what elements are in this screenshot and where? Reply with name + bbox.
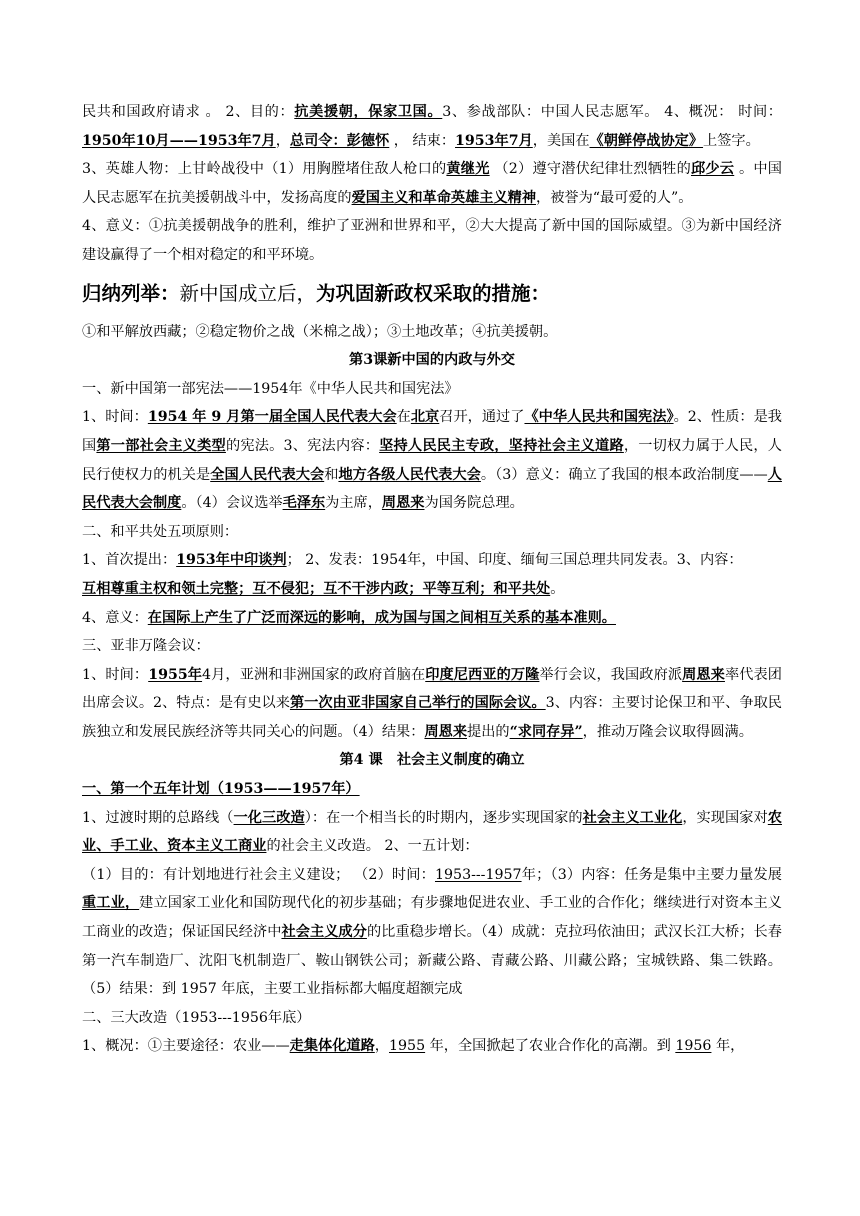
hero-qiu: 邱少云 [690,161,735,178]
war-period: 1950年10月——1953年7月 [82,132,276,149]
commander: 总司令：彭德怀 [289,132,390,149]
armistice-agreement: 《朝鲜停战协定》 [589,132,704,149]
document-page [82,98,782,1061]
lesson3-section2-meaning: 4、意义：在国际上产生了广泛而深远的影响，成为国与国之间相互关系的基本准则。 [82,609,616,626]
summary-items: ①和平解放西藏；②稳定物价之战（米棉之战）；③土地改革；④抗美援朝。 [82,323,558,340]
lesson4-plan: （1）目的：有计划地进行社会主义建设； （2）时间：1953---1957年；（3）内容：任务是集中主要力量发展重工业，建立国家工业化和国防现代化的初步基础；有步骤地促进农业、手工业的合作化；继续进行对资本主义工商业的改造；保证国民经济中社会主义成分的比重稳步增长。（4）成就：克拉玛依油田；武汉长江大桥；长春第一汽车制造厂、沈阳飞机制造厂、鞍山钢铁公司；新藏公路、青藏公路、川藏公路；宝城铁路、集二铁路。（5）结果：到 1957 年底，主要工业指标都大幅度超额完成 [82,866,782,998]
hero-huang: 黄继光 [446,161,490,178]
lesson4-section1-body: 1、过渡时期的总路线（一化三改造）：在一个相当长的时期内，逐步实现国家的社会主义工业化，实现国家对农业、手工业、资本主义工商业的社会主义改造。 2、一五计划： [82,809,782,855]
lesson4-title: 第4 课 社会主义制度的确立 [339,752,525,769]
lesson3-section2-title: 二、和平共处五项原则： [82,523,239,540]
lesson3-title: 第3课新中国的内政与外交 [349,352,515,369]
lesson3-section3-title: 三、亚非万隆会议： [82,638,210,655]
heroes-paragraph: 3、英雄人物：上甘岭战役中（1）用胸膛堵住敌人枪口的黄继光 （2）遵守潜伏纪律壮烈牺牲的邱少云 。中国人民志愿军在抗美援朝战斗中，发扬高度的爱国主义和革命英雄主义精神，被誉为“最可爱的人”。 [82,161,782,206]
lesson3-section3-body: 1、时间：1955年4月，亚洲和非洲国家的政府首脑在印度尼西亚的万隆举行会议，我国政府派周恩来率代表团出席会议。2、特点：是有史以来第一次由亚非国家自己举行的国际会议。3、内容：主要讨论保卫和平、争取民族独立和发展民族经济等共同关心的问题。（4）结果：周恩来提出的“求同存异”，推动万隆会议取得圆满。 [82,666,782,740]
korea-meaning: 4、意义：①抗美援朝战争的胜利，维护了亚洲和世界和平，②大大提高了新中国的国际威望。③为新中国经济建设赢得了一个相对稳定的和平环境。 [82,218,782,263]
lesson4-section2-body: 1、概况：①主要途径：农业——走集体化道路，1955 年，全国掀起了农业合作化的高潮。到 1956 年， [82,1038,745,1055]
korea-paragraph: 民共和国政府请求 。 2、目的：抗美援朝，保家卫国。3、参战部队：中国人民志愿军。 4、概况： 时间：1950年10月——1953年7月，总司令：彭德怀 ， 结束：1953年7月，美国在《朝鲜停战协定》上签字。 [82,104,782,149]
lesson3-section2-line1: 1、首次提出：1953年中印谈判； 2、发表：1954年，中国、印度、缅甸三国总理共同发表。3、内容： [82,552,743,569]
war-end: 1953年7月 [455,132,533,149]
lesson4-section1-title: 一、第一个五年计划（1953——1957年） [82,781,360,798]
spirit-text: 爱国主义和革命英雄主义精神 [351,189,537,206]
lesson3-section1-body: 1、时间：1954 年 9 月第一届全国人民代表大会在北京召开，通过了《中华人民共和国宪法》。2、性质：是我国第一部社会主义类型的宪法。3、宪法内容：坚持人民民主专政，坚持社会主义道路，一切权力属于人民，人民行使权力的机关是全国人民代表大会和地方各级人民代表大会。（3）意义：确立了我国的根本政治制度——人民代表大会制度。（4）会议选举毛泽东为主席，周恩来为国务院总理。 [82,409,782,512]
lesson4-section2-title: 二、三大改造（1953---1956年底） [82,1009,311,1026]
lesson3-section1-title: 一、新中国第一部宪法——1954年《中华人民共和国宪法》 [82,380,459,397]
five-principles: 互相尊重主权和领土完整；互不侵犯；互不干涉内政；平等互利；和平共处。 [82,580,565,597]
purpose-text: 抗美援朝，保家卫国。 [294,104,443,120]
summary-heading: 归纳列举：新中国成立后，为巩固新政权采取的措施： [82,281,551,305]
